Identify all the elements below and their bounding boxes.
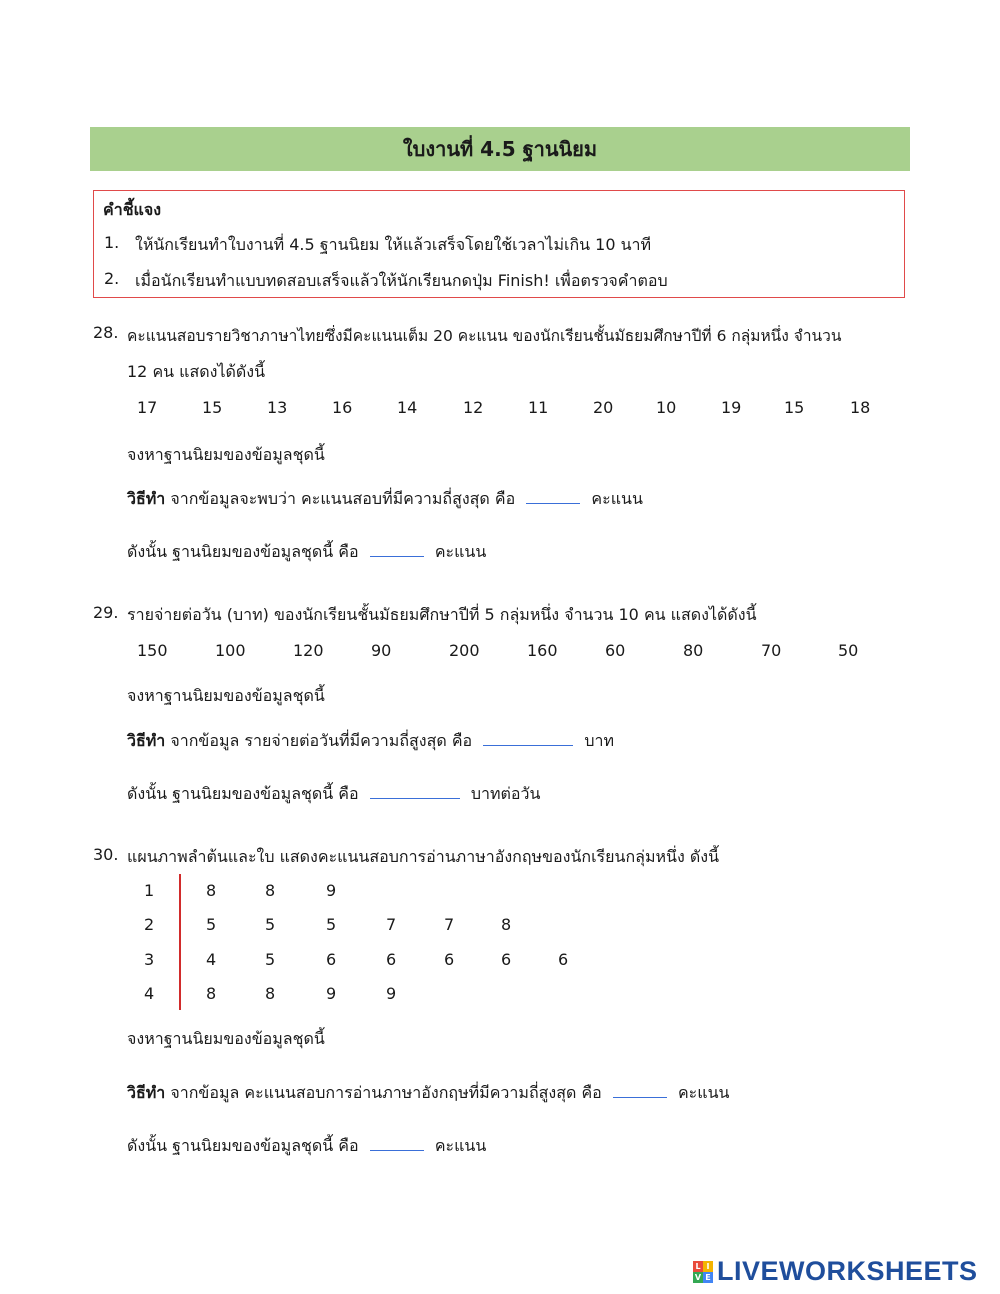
stem-value: 1 [144, 881, 155, 900]
leaf-value: 6 [386, 950, 397, 969]
q29-value: 100 [215, 641, 246, 660]
q29-prompt: จงหาฐานนิยมของข้อมูลชุดนี้ [127, 686, 325, 705]
q28-answer-text: ดังนั้น ฐานนิยมของข้อมูลชุดนี้ คือ [127, 542, 359, 561]
q29-method-line [127, 729, 614, 754]
q29-method-blank[interactable] [483, 729, 573, 746]
stem-value: 4 [144, 984, 155, 1003]
q29-method-label: วิธีทำ [127, 731, 166, 750]
q29-number: 29. [93, 603, 119, 622]
q28-method-blank[interactable] [526, 487, 580, 504]
q28-prompt: จงหาฐานนิยมของข้อมูลชุดนี้ [127, 445, 325, 464]
q30-method-text: จากข้อมูล คะแนนสอบการอ่านภาษาอังกฤษที่มีความถี่สูงสุด คือ [170, 1083, 602, 1102]
q29-value: 60 [605, 641, 626, 660]
leaf-value: 9 [326, 984, 337, 1003]
q30-text-line1: แผนภาพลำต้นและใบ แสดงคะแนนสอบการอ่านภาษาอังกฤษของนักเรียนกลุ่มหนึ่ง ดังนี้ [127, 847, 720, 866]
q28-value: 12 [463, 398, 484, 417]
instruction-1-text: ให้นักเรียนทำใบงานที่ 4.5 ฐานนิยม ให้แล้วเสร็จโดยใช้เวลาไม่เกิน 10 นาที [135, 235, 652, 254]
q28-method-text: จากข้อมูลจะพบว่า คะแนนสอบที่มีความถี่สูงสุด คือ [170, 489, 516, 508]
logo-mark-letter: L [693, 1261, 703, 1272]
leaf-value: 4 [206, 950, 217, 969]
logo-mark-letter: E [703, 1272, 713, 1283]
q29-answer-unit: บาทต่อวัน [470, 784, 541, 803]
liveworksheets-logo-text: LIVEWORKSHEETS [717, 1256, 978, 1286]
leaf-value: 6 [444, 950, 455, 969]
instruction-2-text: เมื่อนักเรียนทำแบบทดสอบเสร็จแล้วให้นักเรียนกดปุ่ม Finish! เพื่อตรวจคำตอบ [135, 271, 668, 290]
leaf-value: 6 [501, 950, 512, 969]
q28-answer-blank[interactable] [370, 540, 424, 557]
leaf-value: 8 [265, 984, 276, 1003]
logo-mark-letter: V [694, 1272, 702, 1282]
q29-method-unit: บาท [584, 731, 615, 750]
q28-value: 20 [593, 398, 614, 417]
q29-value: 150 [137, 641, 168, 660]
liveworksheets-logo-icon [693, 1261, 713, 1283]
logo-mark-letter: I [703, 1261, 713, 1272]
stem-value: 3 [144, 950, 155, 969]
q30-method-unit: คะแนน [677, 1083, 730, 1102]
worksheet-title-bar [90, 127, 910, 171]
q28-answer-unit: คะแนน [434, 542, 487, 561]
q30-method-blank[interactable] [613, 1081, 667, 1098]
q28-value: 18 [850, 398, 871, 417]
q30-answer-unit: คะแนน [434, 1136, 487, 1155]
q29-answer-line [127, 782, 540, 807]
leaf-value: 5 [265, 950, 276, 969]
q29-value: 50 [838, 641, 859, 660]
q28-value: 11 [528, 398, 549, 417]
q29-value: 80 [683, 641, 704, 660]
q29-value: 70 [761, 641, 782, 660]
instruction-1-number: 1. [104, 233, 120, 252]
leaf-value: 5 [206, 915, 217, 934]
leaf-value: 7 [444, 915, 455, 934]
q28-value: 14 [397, 398, 418, 417]
q29-answer-blank[interactable] [370, 782, 460, 799]
q28-method-line [127, 487, 643, 512]
leaf-value: 9 [326, 881, 337, 900]
q28-value: 17 [137, 398, 158, 417]
q30-method-line [127, 1081, 729, 1106]
liveworksheets-logo[interactable] [693, 1256, 978, 1287]
q30-prompt: จงหาฐานนิยมของข้อมูลชุดนี้ [127, 1029, 325, 1048]
q29-value: 200 [449, 641, 480, 660]
q28-value: 15 [202, 398, 223, 417]
leaf-value: 5 [265, 915, 276, 934]
q28-value: 15 [784, 398, 805, 417]
leaf-value: 6 [326, 950, 337, 969]
leaf-value: 6 [558, 950, 569, 969]
q28-value: 10 [656, 398, 677, 417]
q29-method-text: จากข้อมูล รายจ่ายต่อวันที่มีความถี่สูงสุด คือ [170, 731, 473, 750]
q28-value: 19 [721, 398, 742, 417]
leaf-value: 8 [501, 915, 512, 934]
q28-value: 13 [267, 398, 288, 417]
instructions-heading: คำชี้แจง [103, 200, 162, 219]
q30-number: 30. [93, 845, 119, 864]
q29-value: 160 [527, 641, 558, 660]
q29-value: 90 [371, 641, 392, 660]
leaf-value: 5 [326, 915, 337, 934]
q29-answer-text: ดังนั้น ฐานนิยมของข้อมูลชุดนี้ คือ [127, 784, 359, 803]
worksheet-title: ใบงานที่ 4.5 ฐานนิยม [402, 137, 598, 161]
q29-value: 120 [293, 641, 324, 660]
q28-method-label: วิธีทำ [127, 489, 166, 508]
q28-text-line1: คะแนนสอบรายวิชาภาษาไทยซึ่งมีคะแนนเต็ม 20 คะแนน ของนักเรียนชั้นมัธยมศึกษาปีที่ 6 กลุ่มหนึ่ง จำนวน [127, 327, 842, 345]
stem-value: 2 [144, 915, 155, 934]
leaf-value: 8 [265, 881, 276, 900]
leaf-value: 7 [386, 915, 397, 934]
q28-method-unit: คะแนน [591, 489, 643, 508]
q30-answer-text: ดังนั้น ฐานนิยมของข้อมูลชุดนี้ คือ [127, 1136, 359, 1155]
q28-text-line2: 12 คน แสดงได้ดังนี้ [127, 362, 266, 381]
q28-number: 28. [93, 323, 119, 342]
leaf-value: 8 [206, 881, 217, 900]
q30-method-label: วิธีทำ [127, 1083, 166, 1102]
leaf-value: 8 [206, 984, 217, 1003]
q28-answer-line [127, 540, 486, 565]
q29-text-line1: รายจ่ายต่อวัน (บาท) ของนักเรียนชั้นมัธยมศึกษาปีที่ 5 กลุ่มหนึ่ง จำนวน 10 คน แสดงได้ดังนี้ [127, 605, 757, 624]
leaf-value: 9 [386, 984, 397, 1003]
q28-value: 16 [332, 398, 353, 417]
q30-answer-line [127, 1134, 486, 1159]
stem-leaf-divider [179, 874, 181, 1010]
q30-answer-blank[interactable] [370, 1134, 424, 1151]
instruction-2-number: 2. [104, 269, 120, 288]
